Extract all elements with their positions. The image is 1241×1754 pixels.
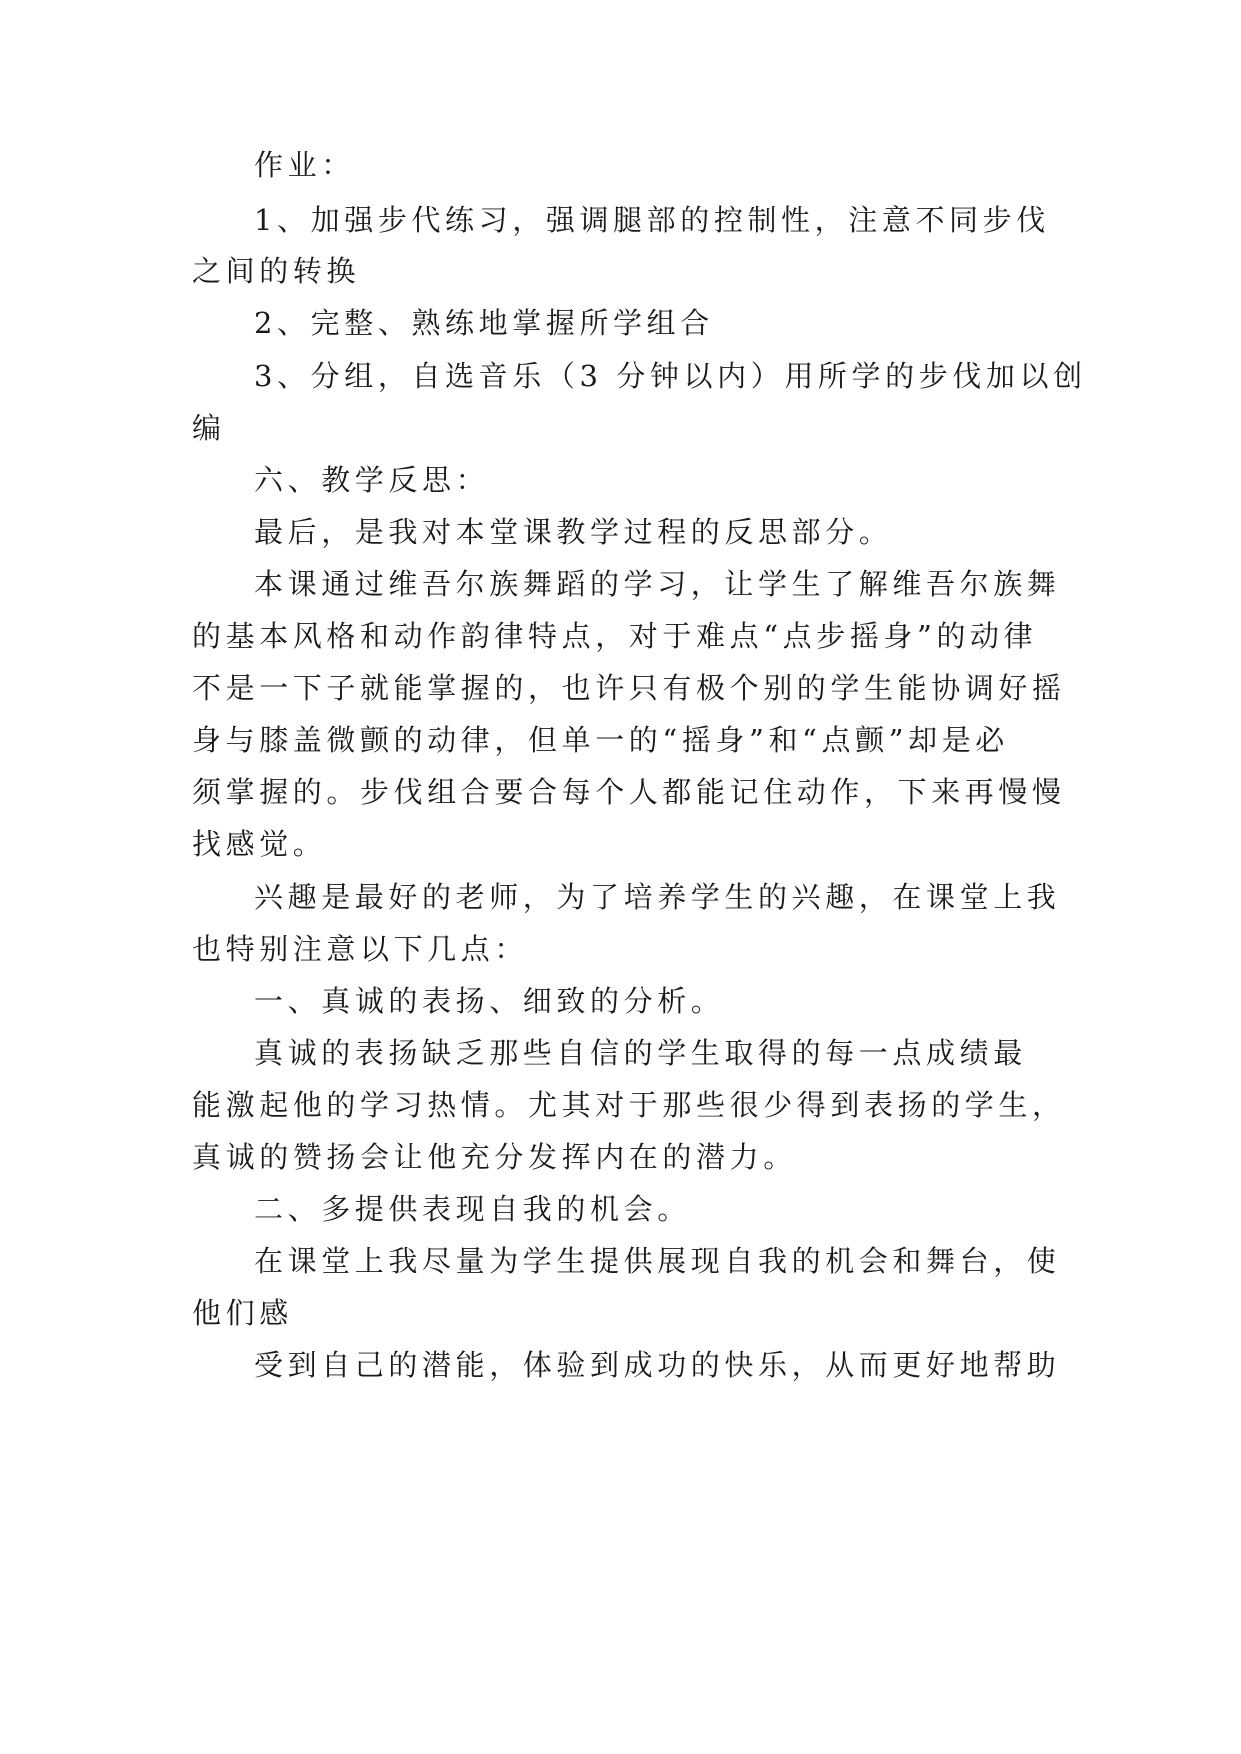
paragraph-line: 找感觉。 [192, 827, 327, 861]
subheading-opportunities: 二、多提供表现自我的机会。 [254, 1192, 691, 1226]
paragraph-line: 真诚的赞扬会让他充分发挥内在的潜力。 [192, 1140, 797, 1174]
homework-item-2: 2、完整、熟练地掌握所学组合 [254, 306, 714, 340]
paragraph-line: 的基本风格和动作韵律特点，对于难点“点步摇身”的动律 [192, 619, 1038, 653]
section-heading-reflection: 六、教学反思： [254, 463, 490, 497]
paragraph-line: 兴趣是最好的老师，为了培养学生的兴趣，在课堂上我 [254, 880, 1061, 914]
homework-item-1-cont: 之间的转换 [192, 254, 361, 288]
paragraph-line: 他们感 [192, 1296, 293, 1330]
paragraph-line: 也特别注意以下几点： [192, 932, 529, 966]
paragraph-line: 真诚的表扬缺乏那些自信的学生取得的每一点成绩最 [254, 1036, 1027, 1070]
paragraph-line: 最后，是我对本堂课教学过程的反思部分。 [254, 515, 893, 549]
paragraph-line: 不是一下子就能掌握的，也许只有极个别的学生能协调好摇 [192, 671, 1066, 705]
homework-item-3: 3、分组，自选音乐（3 分钟以内）用所学的步伐加以创 [254, 359, 1087, 393]
paragraph-line: 能激起他的学习热情。尤其对于那些很少得到表扬的学生， [192, 1088, 1066, 1122]
homework-item-1: 1、加强步代练习，强调腿部的控制性，注意不同步伐 [254, 203, 1050, 237]
paragraph-line: 身与膝盖微颤的动律，但单一的“摇身”和“点颤”却是必 [192, 723, 1009, 757]
subheading-praise: 一、真诚的表扬、细致的分析。 [254, 984, 725, 1018]
paragraph-line: 在课堂上我尽量为学生提供展现自我的机会和舞台，使 [254, 1244, 1061, 1278]
paragraph-line: 受到自己的潜能，体验到成功的快乐，从而更好地帮助 [254, 1348, 1061, 1382]
homework-heading: 作业： [254, 148, 355, 182]
homework-item-3-cont: 编 [192, 411, 226, 445]
paragraph-line: 本课通过维吾尔族舞蹈的学习，让学生了解维吾尔族舞 [254, 567, 1061, 601]
paragraph-line: 须掌握的。步伐组合要合每个人都能记住动作，下来再慢慢 [192, 775, 1066, 809]
